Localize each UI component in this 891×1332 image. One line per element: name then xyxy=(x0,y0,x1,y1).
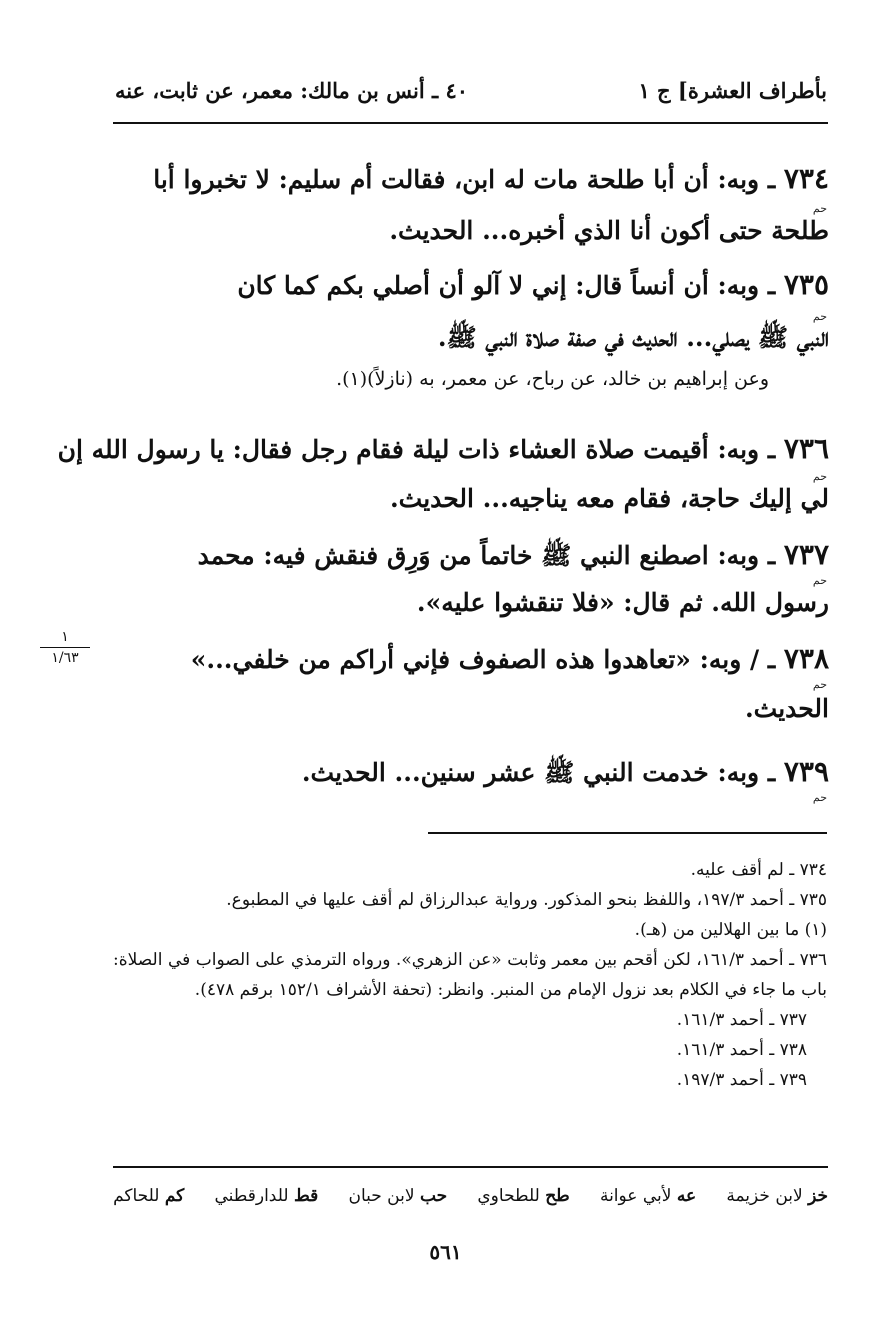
abbr-code: كم xyxy=(164,1186,185,1206)
hadith-text: ـ / وبه: «تعاهدوا هذه الصفوف فإني أراكم من خلفي...» xyxy=(190,645,776,674)
abbr-item xyxy=(113,1186,184,1206)
footnotes xyxy=(113,855,827,1095)
abbr-code: حب xyxy=(419,1186,448,1206)
hadith-chain-note: وعن إبراهيم بن خالد، عن رباح، عن معمر، به (نازلاً)(١). xyxy=(336,368,769,390)
source-marker: حم xyxy=(812,678,827,691)
abbreviations-legend xyxy=(113,1186,828,1206)
hadith-text: ـ وبه: أن أنساً قال: إني لا آلو أن أصلي بكم كما كان xyxy=(237,271,776,300)
abbr-item xyxy=(726,1186,828,1206)
hadith-text: ـ وبه: أقيمت صلاة العشاء ذات ليلة فقام رجل فقال: يا رسول الله إن xyxy=(57,435,776,464)
hadith-text-cont: رسول الله. ثم قال: «فلا تنقشوا عليه». xyxy=(416,588,829,617)
folio-denominator: ١/٦٣ xyxy=(51,650,79,666)
source-marker: حم xyxy=(812,202,827,215)
source-marker: حم xyxy=(812,310,827,323)
abbr-name: لابن حبان xyxy=(348,1186,415,1206)
abbr-name: للحاكم xyxy=(113,1186,160,1206)
folio-numerator: ١ xyxy=(61,629,69,645)
hadith-number: ٧٣٩ xyxy=(783,755,829,788)
hadith-number: ٧٣٦ xyxy=(783,432,829,465)
hadith-text: ـ وبه: أن أبا طلحة مات له ابن، فقالت أم سليم: لا تخبروا أبا xyxy=(153,165,776,194)
abbreviations-divider xyxy=(113,1166,828,1168)
hadith-738 xyxy=(113,642,829,732)
hadith-number: ٧٣٨ xyxy=(783,642,829,675)
source-marker: حم xyxy=(812,470,827,483)
abbr-item xyxy=(477,1186,569,1206)
hadith-number: ٧٣٤ xyxy=(783,162,829,195)
footnote-736: ٧٣٦ ـ أحمد ١٦١/٣، لكن أقحم بين معمر وثابت «عن الزهري». ورواه الترمذي على الصواب في الصلاة: باب ما جاء في الكلام بعد نزول الإمام من المنبر. وانظر: (تحفة الأشراف ١٥٢/١ برقم ٤٧٨). xyxy=(113,950,827,1000)
abbr-code: خز xyxy=(808,1186,828,1206)
hadith-number: ٧٣٥ xyxy=(783,268,829,301)
abbr-name: للطحاوي xyxy=(477,1186,540,1206)
header-volume: بأطراف العشرة] ج ١ xyxy=(638,78,827,103)
abbr-name: لأبي عوانة xyxy=(599,1186,672,1206)
hadith-735 xyxy=(113,268,829,398)
hadith-736 xyxy=(57,432,829,522)
source-marker: حم xyxy=(812,574,827,587)
abbr-item xyxy=(215,1186,319,1206)
footnote-738: ٧٣٨ ـ أحمد ١٦١/٣. xyxy=(676,1040,807,1060)
hadith-734 xyxy=(113,162,829,252)
hadith-text-cont: الحديث. xyxy=(744,694,829,723)
folio-fraction-bar xyxy=(40,647,90,648)
footnote-divider xyxy=(428,832,827,834)
hadith-text: ـ وبه: اصطنع النبي ﷺ خاتماً من وَرِق فنقش فيه: محمد xyxy=(197,541,776,570)
footnote-1: (١) ما بين الهلالين من (هـ). xyxy=(634,920,827,940)
abbr-name: للدارقطني xyxy=(214,1186,289,1206)
source-marker: حم xyxy=(812,791,827,804)
hadith-text-cont: طلحة حتى أكون أنا الذي أخبره... الحديث. xyxy=(389,216,829,245)
hadith-text-cont: النبي ﷺ يصلي... الحديث في صفة صلاة النبي ﷺ. xyxy=(437,323,829,352)
abbr-name: لابن خزيمة xyxy=(726,1186,803,1206)
footnote-737: ٧٣٧ ـ أحمد ١٦١/٣. xyxy=(676,1010,807,1030)
hadith-737 xyxy=(113,538,829,628)
abbr-item xyxy=(600,1186,696,1206)
abbr-code: عه xyxy=(676,1186,697,1206)
abbr-item xyxy=(348,1186,447,1206)
hadith-text: ـ وبه: خدمت النبي ﷺ عشر سنين... الحديث. xyxy=(301,758,776,787)
abbr-code: قط xyxy=(293,1186,319,1206)
hadith-739 xyxy=(113,755,829,815)
hadith-number: ٧٣٧ xyxy=(783,538,829,571)
manuscript-folio-note xyxy=(40,629,90,666)
hadith-text-cont: لي إليك حاجة، فقام معه يناجيه... الحديث. xyxy=(389,484,829,513)
abbr-code: طح xyxy=(545,1186,570,1206)
footnote-735: ٧٣٥ ـ أحمد ١٩٧/٣، واللفظ بنحو المذكور. ورواية عبدالرزاق لم أقف عليها في المطبوع. xyxy=(226,890,827,910)
footnote-734: ٧٣٤ ـ لم أقف عليه. xyxy=(690,860,827,880)
running-header xyxy=(115,78,827,112)
header-chapter: ٤٠ ـ أنس بن مالك: معمر، عن ثابت، عنه xyxy=(115,78,468,103)
page-number: ٥٦١ xyxy=(429,1240,462,1264)
footnote-739: ٧٣٩ ـ أحمد ١٩٧/٣. xyxy=(676,1070,807,1090)
header-divider xyxy=(113,122,828,124)
